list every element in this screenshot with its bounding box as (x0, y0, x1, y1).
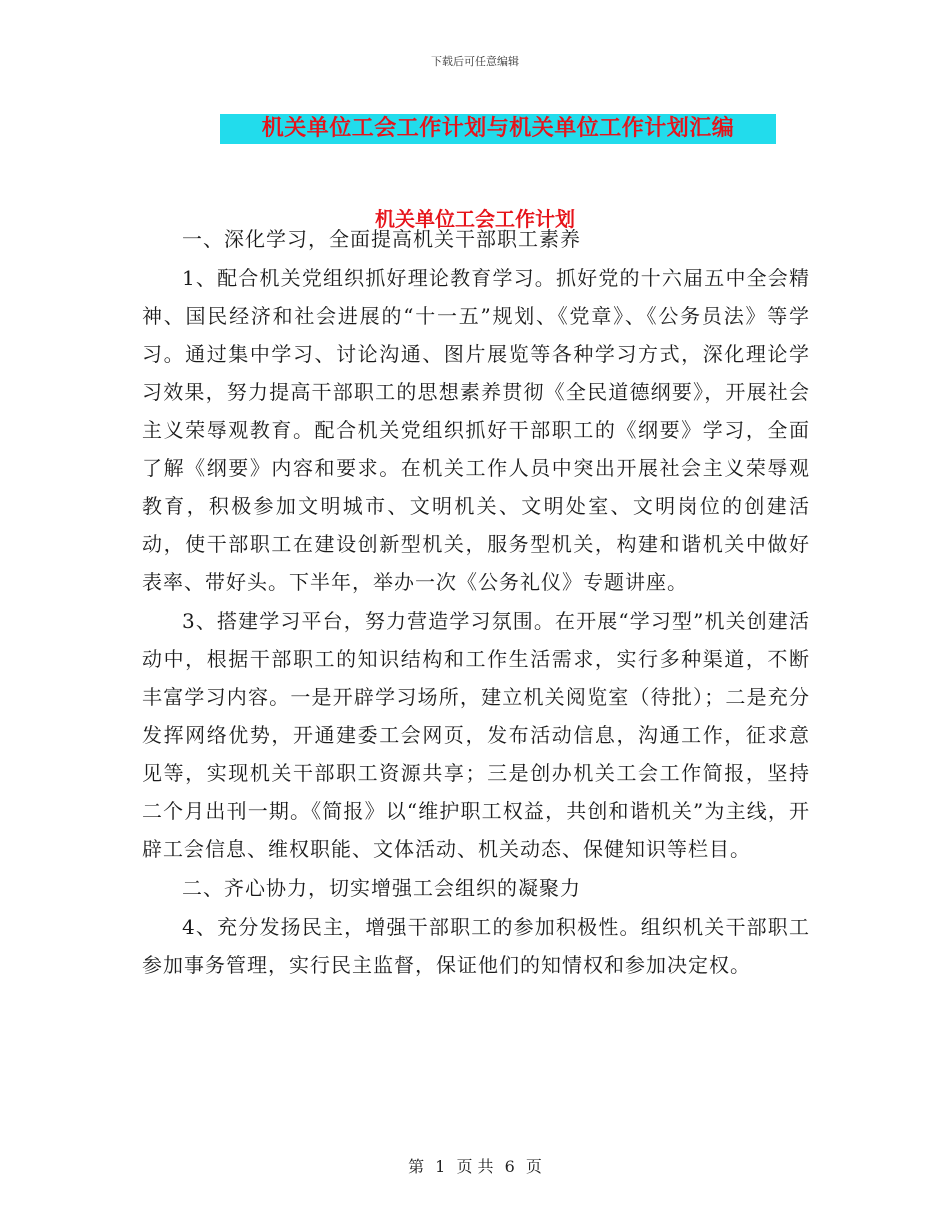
main-title-highlight (220, 114, 776, 144)
paragraph-item-1: 1、配合机关党组织抓好理论教育学习。抓好党的十六届五中全会精神、国民经济和社会进展的“十一五”规划、《党章》、《公务员法》等学习。通过集中学习、讨论沟通、图片展览等各种学习方式，深化理论学习效果，努力提高干部职工的思想素养贯彻《全民道德纲要》，开展社会主义荣辱观教育。配合机关党组织抓好干部职工的《纲要》学习，全面了解《纲要》内容和要求。在机关工作人员中突出开展社会主义荣辱观教育，积极参加文明城市、文明机关、文明处室、文明岗位的创建活动，使干部职工在建设创新型机关，服务型机关，构建和谐机关中做好表率、带好头。下半年，举办一次《公务礼仪》专题讲座。 (142, 266, 810, 594)
heading-one: 一、深化学习，全面提高机关干部职工素养 (182, 227, 581, 251)
document-body (142, 220, 810, 984)
footer-suffix: 页 (525, 1157, 542, 1176)
paragraph-item-3: 3、搭建学习平台，努力营造学习氛围。在开展“学习型”机关创建活动中，根据干部职工的知识结构和工作生活需求，实行多种渠道，不断丰富学习内容。一是开辟学习场所，建立机关阅览室（待批）；二是充分发挥网络优势，开通建委工会网页，发布活动信息，沟通工作，征求意见等，实现机关干部职工资源共享；三是创办机关工会工作简报，坚持二个月出刊一期。《简报》以“维护职工权益，共创和谐机关”为主线，开辟工会信息、维权职能、文体活动、机关动态、保健知识等栏目。 (142, 609, 810, 861)
footer-prefix: 第 (408, 1157, 425, 1176)
paragraph-item-4: 4、充分发扬民主，增强干部职工的参加积极性。组织机关干部职工参加事务管理，实行民主监督，保证他们的知情权和参加决定权。 (142, 915, 810, 977)
section-title: 机关单位工会工作计划 (375, 207, 575, 231)
footer-middle: 页 共 (456, 1157, 494, 1176)
header-note: 下载后可任意编辑 (431, 55, 519, 68)
page-footer (0, 1154, 950, 1177)
footer-page-number: 1 (435, 1157, 446, 1176)
footer-total-pages: 6 (504, 1157, 515, 1176)
main-title: 机关单位工会工作计划与机关单位工作计划汇编 (261, 116, 735, 141)
heading-two: 二、齐心协力，切实增强工会组织的凝聚力 (182, 876, 581, 900)
